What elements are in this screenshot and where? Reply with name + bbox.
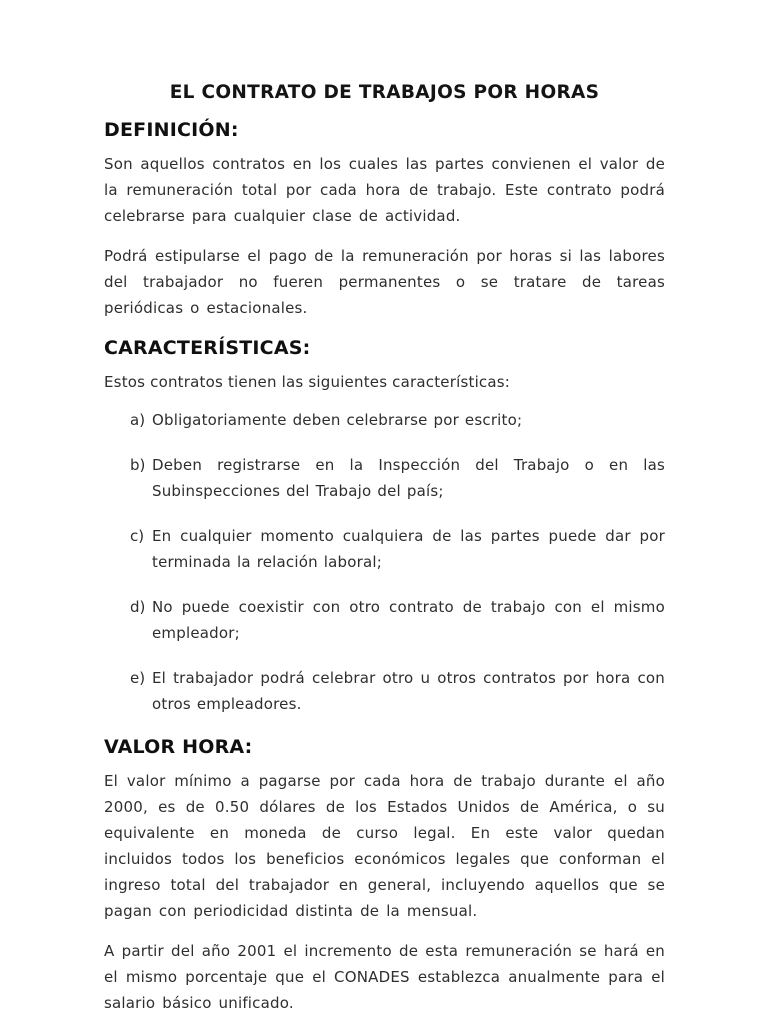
list-item-b <box>104 452 665 504</box>
list-item-text: Deben registrarse en la Inspección del Trabajo o en las Subinspecciones del Trabajo del país; <box>152 456 665 500</box>
valor-hora-paragraph-1: El valor mínimo a pagarse por cada hora de trabajo durante el año 2000, es de 0.50 dólares de los Estados Unidos de América, o su equivalente en moneda de curso legal. En este valor quedan incluidos todos los beneficios económicos legales que conforman el ingreso total del trabajador en general, incluyendo aquellos que se pagan con periodicidad distinta de la mensual. <box>104 772 665 920</box>
list-item-a <box>104 407 665 433</box>
section-heading-definicion: DEFINICIÓN: <box>104 119 239 141</box>
caracteristicas-list <box>104 407 665 717</box>
list-item-marker: b) <box>130 456 146 474</box>
list-item-d <box>104 594 665 646</box>
list-item-marker: e) <box>130 669 146 687</box>
list-item-text: Obligatoriamente deben celebrarse por escrito; <box>152 411 523 429</box>
definicion-paragraph-1: Son aquellos contratos en los cuales las partes convienen el valor de la remuneración total por cada hora de trabajo. Este contrato podrá celebrarse para cualquier clase de actividad. <box>104 155 665 225</box>
list-item-text: No puede coexistir con otro contrato de trabajo con el mismo empleador; <box>152 598 665 642</box>
list-item-marker: c) <box>130 527 145 545</box>
section-heading-caracteristicas: CARACTERÍSTICAS: <box>104 337 311 359</box>
section-heading-valor-hora: VALOR HORA: <box>104 736 253 758</box>
definicion-paragraph-2: Podrá estipularse el pago de la remuneración por horas si las labores del trabajador no fueren permanentes o se tratare de tareas periódicas o estacionales. <box>104 247 665 317</box>
caracteristicas-intro: Estos contratos tienen las siguientes características: <box>104 373 511 391</box>
list-item-text: En cualquier momento cualquiera de las partes puede dar por terminada la relación laboral; <box>152 527 665 571</box>
list-item-c <box>104 523 665 575</box>
list-item-text: El trabajador podrá celebrar otro u otros contratos por hora con otros empleadores. <box>152 669 665 713</box>
page-title: EL CONTRATO DE TRABAJOS POR HORAS <box>169 82 600 103</box>
list-item-marker: d) <box>130 598 146 616</box>
valor-hora-paragraph-2: A partir del año 2001 el incremento de esta remuneración se hará en el mismo porcentaje que el CONADES establezca anualmente para el salario básico unificado. <box>104 942 665 1012</box>
list-item-marker: a) <box>130 411 146 429</box>
list-item-e <box>104 665 665 717</box>
